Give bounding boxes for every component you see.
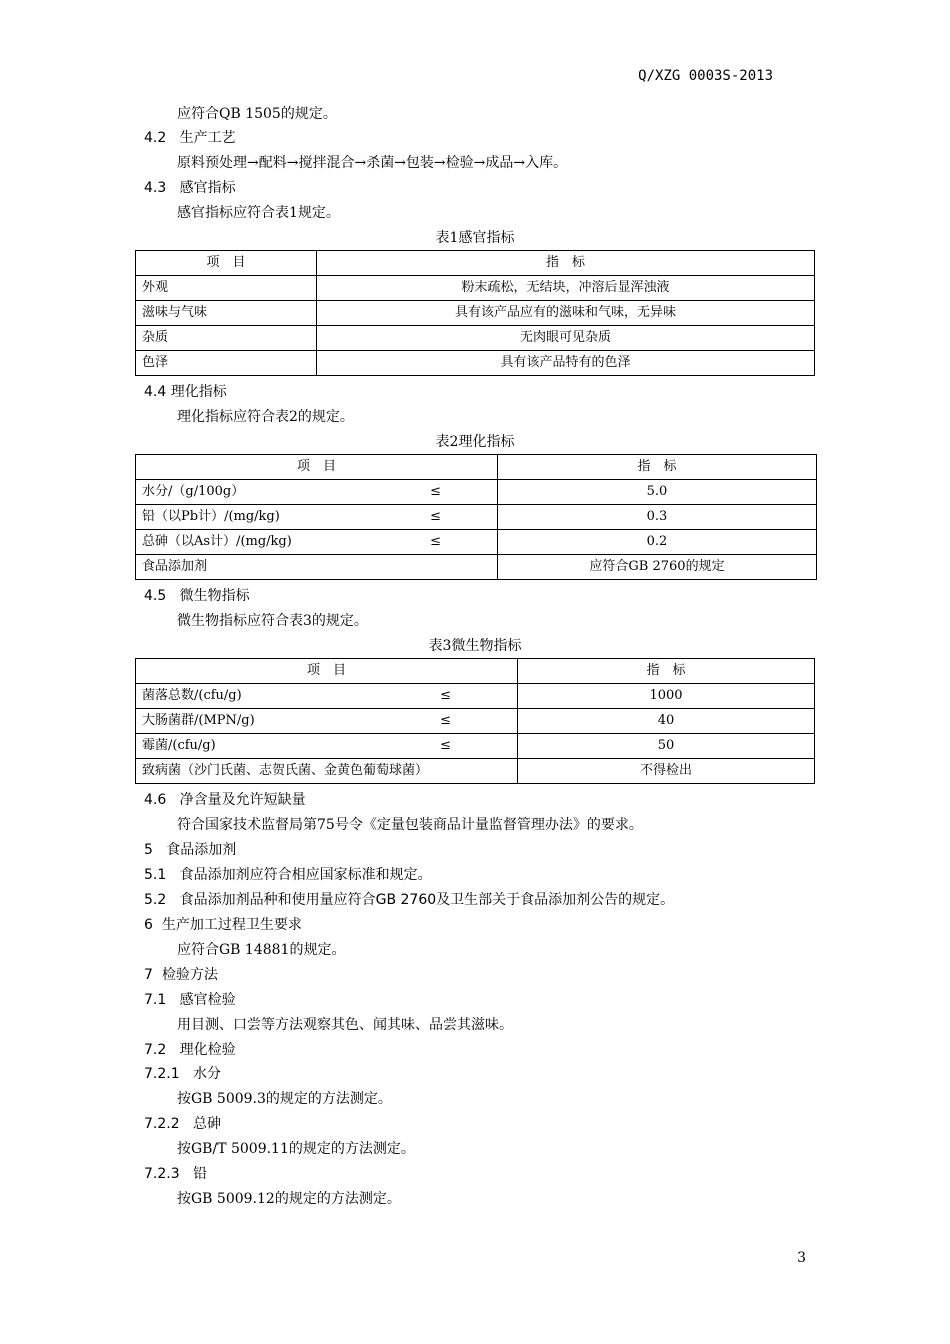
row-value: 40 <box>518 709 815 734</box>
table-row <box>136 759 815 784</box>
section-7-2-heading <box>144 1040 236 1060</box>
table-row <box>136 276 815 301</box>
page-number: 3 <box>797 1250 806 1266</box>
section-title: 理化指标 <box>170 384 227 400</box>
section-4-5-text: 微生物指标应符合表3的规定。 <box>177 613 368 629</box>
section-title: 检验方法 <box>161 967 218 983</box>
section-number: 4.2 <box>144 130 167 146</box>
section-number: 4.6 <box>144 792 167 808</box>
header-index: 指 标 <box>498 455 817 480</box>
section-7-2-3-heading <box>144 1164 207 1184</box>
header-item: 项 目 <box>136 251 317 276</box>
le-operator: ≤ <box>440 713 451 728</box>
section-number: 4.3 <box>144 180 167 196</box>
document-code-header: Q/XZG 0003S-2013 <box>638 68 773 84</box>
section-title: 总砷 <box>192 1116 221 1132</box>
sensory-table <box>135 250 815 376</box>
row-value: 具有该产品应有的滋味和气味，无异味 <box>317 301 815 326</box>
section-7-heading <box>144 965 218 985</box>
section-number: 5 <box>144 842 153 858</box>
row-item: 大肠菌群/(MPN/g) <box>142 713 255 728</box>
section-4-6-text: 符合国家技术监督局第75号令《定量包装商品计量监督管理办法》的要求。 <box>177 817 643 833</box>
le-operator: ≤ <box>430 534 441 549</box>
table-row <box>136 301 815 326</box>
section-7-2-3-text: 按GB 5009.12的规定的方法测定。 <box>177 1191 401 1207</box>
row-value: 0.2 <box>498 530 817 555</box>
section-7-1-heading <box>144 990 236 1010</box>
physchem-table <box>135 454 817 580</box>
row-item: 水分/（g/100g） <box>142 484 245 499</box>
table-row <box>136 505 817 530</box>
row-value: 50 <box>518 734 815 759</box>
row-item: 致病菌（沙门氏菌、志贺氏菌、金黄色葡萄球菌） <box>136 759 518 784</box>
row-item: 滋味与气味 <box>136 301 317 326</box>
row-item: 霉菌/(cfu/g) <box>142 738 216 753</box>
row-item: 杂质 <box>136 326 317 351</box>
section-title: 生产加工过程卫生要求 <box>161 917 302 933</box>
table-row <box>136 530 817 555</box>
section-7-1-text: 用目测、口尝等方法观察其色、闻其味、品尝其滋味。 <box>177 1017 513 1033</box>
table3-caption: 表3微生物指标 <box>428 638 522 654</box>
section-title: 铅 <box>192 1166 207 1182</box>
row-item: 食品添加剂 <box>136 555 498 580</box>
header-index: 指 标 <box>317 251 815 276</box>
row-item: 总砷（以As计）/(mg/kg) <box>142 534 292 549</box>
row-value: 5.0 <box>498 480 817 505</box>
table-row <box>136 351 815 376</box>
row-item: 菌落总数/(cfu/g) <box>142 688 242 703</box>
row-item-cell <box>136 709 518 734</box>
table-row <box>136 709 815 734</box>
section-number: 7.2.1 <box>144 1066 180 1082</box>
section-title: 食品添加剂 <box>166 842 237 858</box>
table-row <box>136 734 815 759</box>
section-4-2-text: 原料预处理→配料→搅拌混合→杀菌→包装→检验→成品→入库。 <box>177 155 568 171</box>
section-number: 7.2.3 <box>144 1166 180 1182</box>
section-number: 7.2.2 <box>144 1116 180 1132</box>
section-6-text: 应符合GB 14881的规定。 <box>177 942 346 958</box>
section-number: 7.2 <box>144 1042 167 1058</box>
row-item: 铅（以Pb计）/(mg/kg) <box>142 509 280 524</box>
section-number: 4.5 <box>144 588 167 604</box>
section-number: 7.1 <box>144 992 167 1008</box>
table-header-row <box>136 659 815 684</box>
section-4-3-heading <box>144 178 236 198</box>
section-number: 6 <box>144 917 153 933</box>
header-item: 项 目 <box>136 659 518 684</box>
table-row <box>136 555 817 580</box>
le-operator: ≤ <box>440 738 451 753</box>
row-item: 外观 <box>136 276 317 301</box>
section-5-2 <box>144 890 674 910</box>
section-number: 4.4 <box>144 384 167 400</box>
section-number: 7 <box>144 967 153 983</box>
table1-caption: 表1感官指标 <box>435 230 515 246</box>
section-number: 5.2 <box>144 892 167 908</box>
section-title: 食品添加剂品种和使用量应符合GB 2760及卫生部关于食品添加剂公告的规定。 <box>179 892 675 908</box>
row-value: 1000 <box>518 684 815 709</box>
table-header-row <box>136 251 815 276</box>
row-value: 无肉眼可见杂质 <box>317 326 815 351</box>
section-7-2-2-heading <box>144 1114 221 1134</box>
section-4-5-heading <box>144 586 250 606</box>
row-item: 色泽 <box>136 351 317 376</box>
section-5-1 <box>144 865 432 885</box>
header-index: 指 标 <box>518 659 815 684</box>
table-row <box>136 326 815 351</box>
row-value: 不得检出 <box>518 759 815 784</box>
section-7-2-2-text: 按GB/T 5009.11的规定的方法测定。 <box>177 1141 415 1157</box>
section-title: 生产工艺 <box>179 130 236 146</box>
table-header-row <box>136 455 817 480</box>
row-item-cell <box>136 734 518 759</box>
section-4-6-heading <box>144 790 306 810</box>
section-title: 感官检验 <box>179 992 236 1008</box>
row-item-cell <box>136 505 498 530</box>
section-title: 感官指标 <box>179 180 236 196</box>
section-title: 理化检验 <box>179 1042 236 1058</box>
intro-text: 应符合QB 1505的规定。 <box>177 106 337 122</box>
section-4-4-heading <box>144 382 227 402</box>
section-title: 水分 <box>192 1066 221 1082</box>
row-value: 粉末疏松，无结块，冲溶后显浑浊液 <box>317 276 815 301</box>
row-item-cell <box>136 684 518 709</box>
section-title: 食品添加剂应符合相应国家标准和规定。 <box>179 867 432 883</box>
section-4-2-heading <box>144 128 236 148</box>
row-item-cell <box>136 530 498 555</box>
row-value: 应符合GB 2760的规定 <box>498 555 817 580</box>
table2-caption: 表2理化指标 <box>435 434 515 450</box>
section-title: 微生物指标 <box>179 588 250 604</box>
section-7-2-1-text: 按GB 5009.3的规定的方法测定。 <box>177 1091 392 1107</box>
section-5-heading <box>144 840 236 860</box>
section-number: 5.1 <box>144 867 167 883</box>
le-operator: ≤ <box>430 484 441 499</box>
section-6-heading <box>144 915 302 935</box>
header-item: 项 目 <box>136 455 498 480</box>
section-title: 净含量及允许短缺量 <box>179 792 306 808</box>
row-item-cell <box>136 480 498 505</box>
le-operator: ≤ <box>440 688 451 703</box>
row-value: 具有该产品特有的色泽 <box>317 351 815 376</box>
section-4-3-text: 感官指标应符合表1规定。 <box>177 205 340 221</box>
microbe-table <box>135 658 815 784</box>
le-operator: ≤ <box>430 509 441 524</box>
section-7-2-1-heading <box>144 1064 221 1084</box>
table-row <box>136 480 817 505</box>
row-value: 0.3 <box>498 505 817 530</box>
section-4-4-text: 理化指标应符合表2的规定。 <box>177 409 354 425</box>
table-row <box>136 684 815 709</box>
